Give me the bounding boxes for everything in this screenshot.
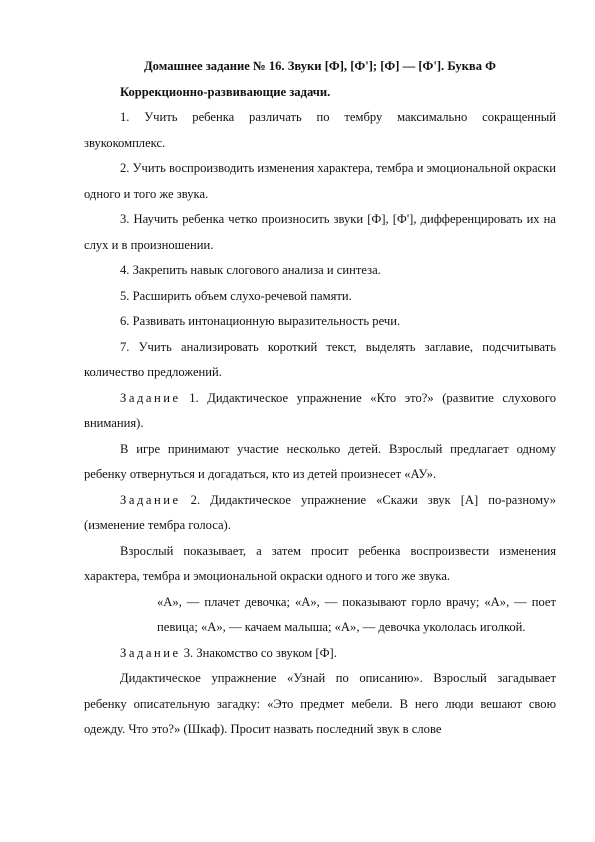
section-subtitle: Коррекционно-развивающие задачи. (120, 84, 331, 99)
exercise-1-text: 1. Дидактическое упражнение «Кто это?» (развитие слухового внимания). (84, 390, 556, 430)
exercise-1-description: В игре принимают участие несколько детей. Взрослый предлагает одному ребенку отвернуться и догадаться, кто из детей произнесет «АУ». (84, 441, 556, 481)
exercise-2-heading (84, 488, 556, 539)
exercise-3-heading (84, 641, 556, 667)
exercise-2-label: Задание (120, 492, 181, 507)
task-item-5: 5. Расширить объем слухо-речевой памяти. (120, 288, 352, 303)
exercise-2-text: 2. Дидактическое упражнение «Скажи звук [А] по-разному» (изменение тембра голоса). (84, 492, 556, 532)
task-item-1: 1. Учить ребенка различать по тембру максимально сокращенный звукокомплекс. (84, 110, 556, 150)
exercise-3-description: Дидактическое упражнение «Узнай по описанию». Взрослый загадывает ребенку описательную загадку: «Это предмет мебели. В него люди вешают свою одежду. Что это?» (Шкаф). Просит назвать последний звук в слове (84, 671, 556, 736)
exercise-1-heading (84, 386, 556, 437)
page-title: Домашнее задание № 16. Звуки [Ф], [Ф']; [Ф] — [Ф']. Буква Ф (144, 59, 496, 73)
exercise-2-description: Взрослый показывает, а затем просит ребенка воспроизвести изменения характера, тембра и эмоциональной окраски одного и того же звука. (84, 543, 556, 583)
document-body (84, 54, 556, 743)
task-item-4: 4. Закрепить навык слогового анализа и синтеза. (120, 263, 381, 277)
task-item-2: 2. Учить воспроизводить изменения характера, тембра и эмоциональной окраски одного и того же звука. (84, 161, 556, 201)
task-item-3: 3. Научить ребенка четко произносить звуки [Ф], [Ф'], дифференцировать их на слух и в произношении. (84, 212, 556, 252)
exercise-1-label: Задание (120, 390, 181, 405)
exercise-3-text: 3. Знакомство со звуком [Ф]. (180, 645, 337, 660)
exercise-3-label: Задание (120, 645, 181, 660)
exercise-2-examples: «А», — плачет девочка; «А», — показывают горло врачу; «А», — поет певица; «А», — качаем малыша; «А», — девочка укололась иголкой. (157, 594, 556, 634)
task-item-6: 6. Развивать интонационную выразительность речи. (120, 314, 401, 328)
task-item-7: 7. Учить анализировать короткий текст, выделять заглавие, подсчитывать количество предложений. (84, 339, 556, 379)
